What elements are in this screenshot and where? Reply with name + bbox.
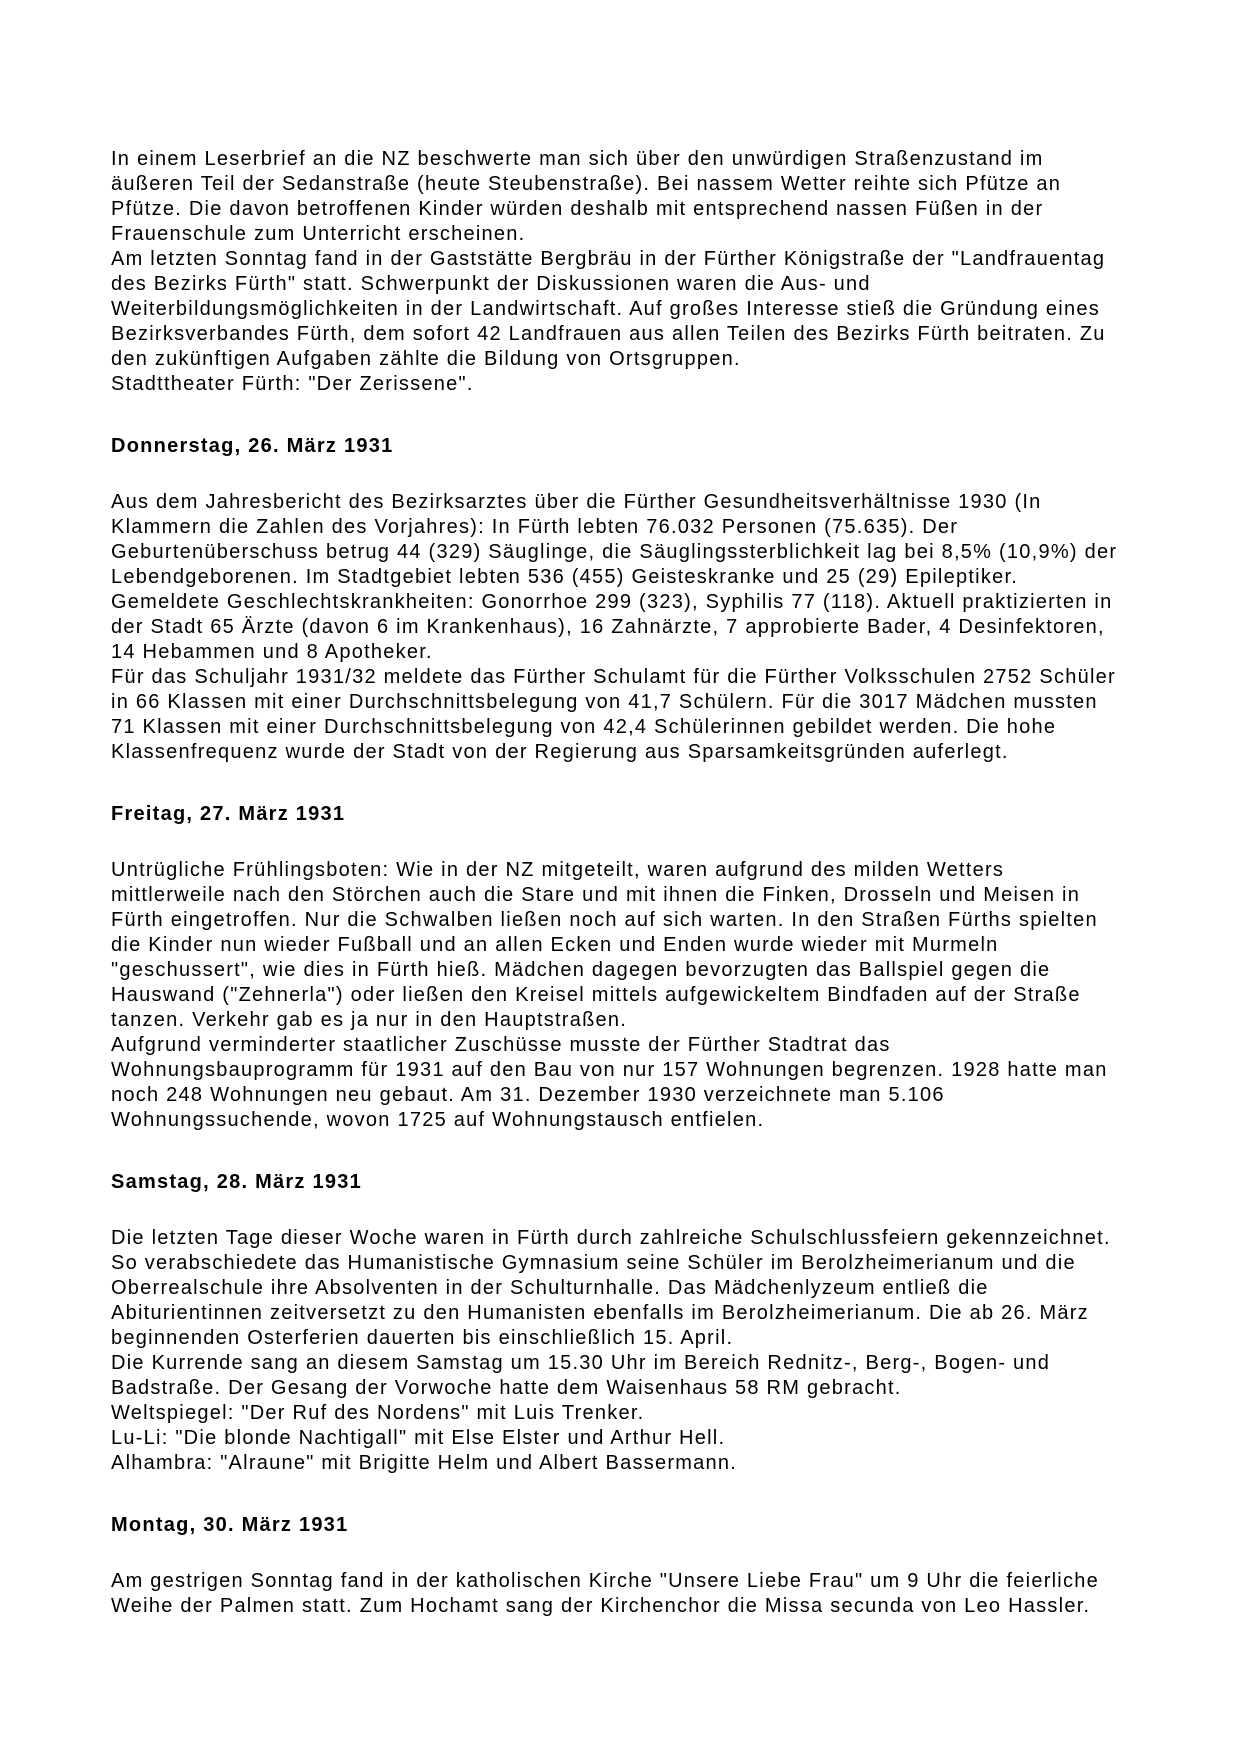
paragraph: Aus dem Jahresbericht des Bezirksarztes über die Fürther Gesundheitsverhältnisse 1930 (In Klammern die Zahlen des Vorjahres): In Fürth lebten 76.032 Personen (75.635). Der Geburtenüberschuss betrug 44 (329) Säuglinge, die Säuglingssterblichkeit lag bei 8,5% (10,9%) der Lebendgeborenen. Im Stadtgebiet lebten 536 (455) Geisteskranke und 25 (29) Epileptiker. Gemeldete Geschlechtskrankheiten: Gonorrhoe 299 (323), Syphilis 77 (118). Aktuell praktizierten in der Stadt 65 Ärzte (davon 6 im Krankenhaus), 16 Zahnärzte, 7 approbierte Bader, 4 Desinfektoren, 14 Hebammen und 8 Apotheker. [111, 491, 1118, 663]
chronicle-section [111, 1513, 1123, 1619]
chronicle-section [111, 434, 1123, 765]
paragraph: Die Kurrende sang an diesem Samstag um 15.30 Uhr im Bereich Rednitz-, Berg-, Bogen- und Badstraße. Der Gesang der Vorwoche hatte dem Waisenhaus 58 RM gebracht. [111, 1352, 1051, 1399]
day-heading: Samstag, 28. März 1931 [111, 1171, 362, 1193]
day-heading: Freitag, 27. März 1931 [111, 803, 346, 825]
paragraph: Untrügliche Frühlingsboten: Wie in der NZ mitgeteilt, waren aufgrund des milden Wetters mittlerweile nach den Störchen auch die Stare und mit ihnen die Finken, Drosseln und Meisen in Fürth eingetroffen. Nur die Schwalben ließen noch auf sich warten. In den Straßen Fürths spielten die Kinder nun wieder Fußball und an allen Ecken und Enden wurde wieder mit Murmeln "geschussert", wie dies in Fürth hieß. Mädchen dagegen bevorzugten das Ballspiel gegen die Hauswand ("Zehnerla") oder ließen den Kreisel mittels aufgewickeltem Bindfaden auf der Straße tanzen. Verkehr gab es ja nur in den Hauptstraßen. [111, 859, 1098, 1031]
paragraph: Am gestrigen Sonntag fand in der katholischen Kirche "Unsere Liebe Frau" um 9 Uhr die feierliche Weihe der Palmen statt. Zum Hochamt sang der Kirchenchor die Missa secunda von Leo Hassler. [111, 1570, 1099, 1617]
paragraph: Für das Schuljahr 1931/32 meldete das Fürther Schulamt für die Fürther Volksschulen 2752 Schüler in 66 Klassen mit einer Durchschnittsbelegung von 41,7 Schülern. Für die 3017 Mädchen mussten 71 Klassen mit einer Durchschnittsbelegung von 42,4 Schülerinnen gebildet werden. Die hohe Klassenfrequenz wurde der Stadt von der Regierung aus Sparsamkeitsgründen auferlegt. [111, 666, 1116, 763]
paragraph: Stadttheater Fürth: "Der Zerissene". [111, 373, 474, 395]
chronicle-section [111, 147, 1123, 397]
paragraph: Weltspiegel: "Der Ruf des Nordens" mit Luis Trenker. [111, 1402, 645, 1424]
chronicle-section [111, 802, 1123, 1133]
chronicle-section [111, 1170, 1123, 1476]
paragraph: Alhambra: "Alraune" mit Brigitte Helm und Albert Bassermann. [111, 1452, 738, 1474]
day-heading: Montag, 30. März 1931 [111, 1514, 349, 1536]
paragraph: Die letzten Tage dieser Woche waren in Fürth durch zahlreiche Schulschlussfeiern gekennzeichnet. So verabschiedete das Humanistische Gymnasium seine Schüler im Berolzheimerianum und die Oberrealschule ihre Absolventen in der Schulturnhalle. Das Mädchenlyzeum entließ die Abiturientinnen zeitversetzt zu den Humanisten ebenfalls im Berolzheimerianum. Die ab 26. März beginnenden Osterferien dauerten bis einschließlich 15. April. [111, 1227, 1111, 1349]
paragraph: Aufgrund verminderter staatlicher Zuschüsse musste der Fürther Stadtrat das Wohnungsbauprogramm für 1931 auf den Bau von nur 157 Wohnungen begrenzen. 1928 hatte man noch 248 Wohnungen neu gebaut. Am 31. Dezember 1930 verzeichnete man 5.106 Wohnungssuchende, wovon 1725 auf Wohnungstausch entfielen. [111, 1034, 1108, 1131]
day-heading: Donnerstag, 26. März 1931 [111, 435, 394, 457]
paragraph: In einem Leserbrief an die NZ beschwerte man sich über den unwürdigen Straßenzustand im äußeren Teil der Sedanstraße (heute Steubenstraße). Bei nassem Wetter reihte sich Pfütze an Pfütze. Die davon betroffenen Kinder würden deshalb mit entsprechend nassen Füßen in der Frauenschule zum Unterricht erscheinen. [111, 148, 1062, 245]
paragraph: Am letzten Sonntag fand in der Gaststätte Bergbräu in der Fürther Königstraße der "Landfrauentag des Bezirks Fürth" statt. Schwerpunkt der Diskussionen waren die Aus- und Weiterbildungsmöglichkeiten in der Landwirtschaft. Auf großes Interesse stieß die Gründung eines Bezirksverbandes Fürth, dem sofort 42 Landfrauen aus allen Teilen des Bezirks Fürth beitraten. Zu den zukünftigen Aufgaben zählte die Bildung von Ortsgruppen. [111, 248, 1106, 370]
paragraph: Lu-Li: "Die blonde Nachtigall" mit Else Elster und Arthur Hell. [111, 1427, 726, 1449]
